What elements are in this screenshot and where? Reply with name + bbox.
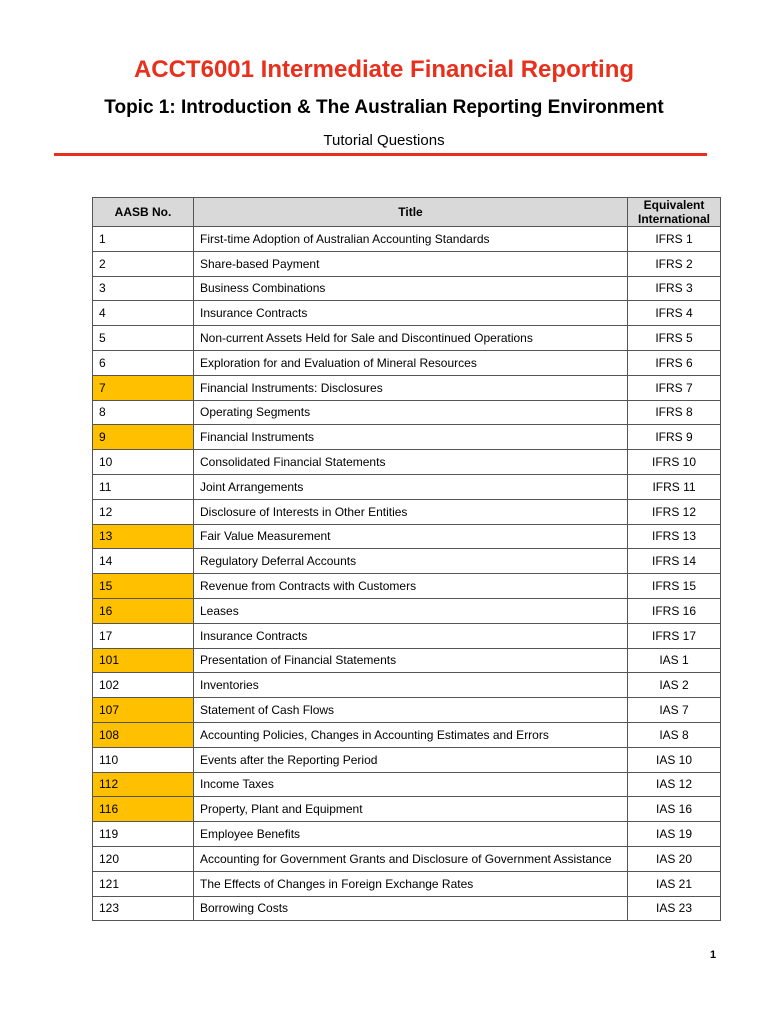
standard-title-cell: Insurance Contracts [194,623,628,648]
equivalent-standard-cell: IAS 10 [628,747,721,772]
table-row [93,871,721,896]
standard-title-cell: Business Combinations [194,276,628,301]
aasb-number-cell: 16 [93,598,194,623]
table-row [93,896,721,921]
table-row [93,623,721,648]
table-row [93,425,721,450]
aasb-number-cell: 15 [93,574,194,599]
table-row [93,797,721,822]
equivalent-standard-cell: IFRS 2 [628,251,721,276]
column-header-aasb-no: AASB No. [93,198,194,227]
standard-title-cell: Non-current Assets Held for Sale and Discontinued Operations [194,326,628,351]
aasb-number-cell: 14 [93,549,194,574]
aasb-number-cell: 1 [93,227,194,252]
aasb-number-cell: 4 [93,301,194,326]
aasb-number-cell: 120 [93,846,194,871]
equivalent-standard-cell: IFRS 7 [628,375,721,400]
equivalent-standard-cell: IAS 19 [628,822,721,847]
aasb-number-cell: 11 [93,474,194,499]
standard-title-cell: Disclosure of Interests in Other Entities [194,499,628,524]
standard-title-cell: Accounting for Government Grants and Disclosure of Government Assistance [194,846,628,871]
equivalent-standard-cell: IAS 1 [628,648,721,673]
aasb-number-cell: 123 [93,896,194,921]
aasb-number-cell: 12 [93,499,194,524]
aasb-number-cell: 5 [93,326,194,351]
aasb-number-cell: 13 [93,524,194,549]
standard-title-cell: Inventories [194,673,628,698]
standard-title-cell: Fair Value Measurement [194,524,628,549]
table-row [93,450,721,475]
page-number: 1 [710,949,717,961]
table-row [93,698,721,723]
equivalent-standard-cell: IFRS 6 [628,350,721,375]
equivalent-standard-cell: IAS 16 [628,797,721,822]
equivalent-standard-cell: IAS 21 [628,871,721,896]
equivalent-standard-cell: IAS 12 [628,772,721,797]
table-row [93,301,721,326]
table-header-row [93,198,721,227]
standard-title-cell: Events after the Reporting Period [194,747,628,772]
standard-title-cell: Insurance Contracts [194,301,628,326]
equivalent-standard-cell: IFRS 5 [628,326,721,351]
equivalent-standard-cell: IFRS 13 [628,524,721,549]
table-row [93,326,721,351]
equivalent-standard-cell: IAS 7 [628,698,721,723]
table-row [93,549,721,574]
equivalent-standard-cell: IFRS 17 [628,623,721,648]
aasb-number-cell: 112 [93,772,194,797]
table-row [93,350,721,375]
document-title: ACCT6001 Intermediate Financial Reporting [133,56,635,83]
aasb-number-cell: 8 [93,400,194,425]
table-row [93,276,721,301]
table-row [93,474,721,499]
standard-title-cell: Property, Plant and Equipment [194,797,628,822]
table-body [93,227,721,921]
table-row [93,499,721,524]
aasb-number-cell: 119 [93,822,194,847]
table-row [93,846,721,871]
aasb-number-cell: 10 [93,450,194,475]
equivalent-standard-cell: IFRS 15 [628,574,721,599]
aasb-number-cell: 116 [93,797,194,822]
equivalent-standard-cell: IAS 2 [628,673,721,698]
table-row [93,574,721,599]
standard-title-cell: Joint Arrangements [194,474,628,499]
table-row [93,673,721,698]
table-row [93,772,721,797]
table-row [93,400,721,425]
section-heading: Tutorial Questions [323,132,445,149]
aasb-number-cell: 6 [93,350,194,375]
equivalent-standard-cell: IFRS 14 [628,549,721,574]
equivalent-standard-cell: IFRS 10 [628,450,721,475]
equivalent-standard-cell: IFRS 12 [628,499,721,524]
aasb-number-cell: 101 [93,648,194,673]
equivalent-standard-cell: IAS 8 [628,722,721,747]
table-row [93,648,721,673]
standard-title-cell: Financial Instruments [194,425,628,450]
standard-title-cell: Borrowing Costs [194,896,628,921]
column-header-equivalent-international: Equivalent International [628,198,721,227]
aasb-number-cell: 121 [93,871,194,896]
standard-title-cell: Regulatory Deferral Accounts [194,549,628,574]
standard-title-cell: Exploration for and Evaluation of Mineral Resources [194,350,628,375]
equivalent-standard-cell: IFRS 11 [628,474,721,499]
equivalent-standard-cell: IAS 23 [628,896,721,921]
table-row [93,598,721,623]
equivalent-standard-cell: IFRS 3 [628,276,721,301]
standard-title-cell: Statement of Cash Flows [194,698,628,723]
standard-title-cell: Operating Segments [194,400,628,425]
aasb-number-cell: 2 [93,251,194,276]
equivalent-standard-cell: IFRS 16 [628,598,721,623]
standard-title-cell: Employee Benefits [194,822,628,847]
standard-title-cell: Consolidated Financial Statements [194,450,628,475]
equivalent-standard-cell: IFRS 9 [628,425,721,450]
aasb-number-cell: 17 [93,623,194,648]
aasb-number-cell: 108 [93,722,194,747]
equivalent-standard-cell: IFRS 1 [628,227,721,252]
table-row [93,524,721,549]
table-row [93,822,721,847]
aasb-number-cell: 107 [93,698,194,723]
standard-title-cell: Leases [194,598,628,623]
standard-title-cell: Financial Instruments: Disclosures [194,375,628,400]
aasb-number-cell: 102 [93,673,194,698]
standard-title-cell: Income Taxes [194,772,628,797]
table-row [93,747,721,772]
aasb-number-cell: 3 [93,276,194,301]
aasb-standards-table [92,197,721,921]
table-row [93,722,721,747]
title-divider [54,153,707,156]
topic-subtitle: Topic 1: Introduction & The Australian Reporting Environment [104,97,664,118]
standard-title-cell: The Effects of Changes in Foreign Exchange Rates [194,871,628,896]
equivalent-standard-cell: IFRS 4 [628,301,721,326]
column-header-title: Title [194,198,628,227]
aasb-number-cell: 110 [93,747,194,772]
standard-title-cell: Share-based Payment [194,251,628,276]
table-row [93,375,721,400]
table-row [93,251,721,276]
aasb-number-cell: 7 [93,375,194,400]
table-row [93,227,721,252]
equivalent-standard-cell: IFRS 8 [628,400,721,425]
standard-title-cell: Presentation of Financial Statements [194,648,628,673]
standard-title-cell: First-time Adoption of Australian Accounting Standards [194,227,628,252]
standard-title-cell: Revenue from Contracts with Customers [194,574,628,599]
aasb-number-cell: 9 [93,425,194,450]
equivalent-standard-cell: IAS 20 [628,846,721,871]
standard-title-cell: Accounting Policies, Changes in Accounting Estimates and Errors [194,722,628,747]
